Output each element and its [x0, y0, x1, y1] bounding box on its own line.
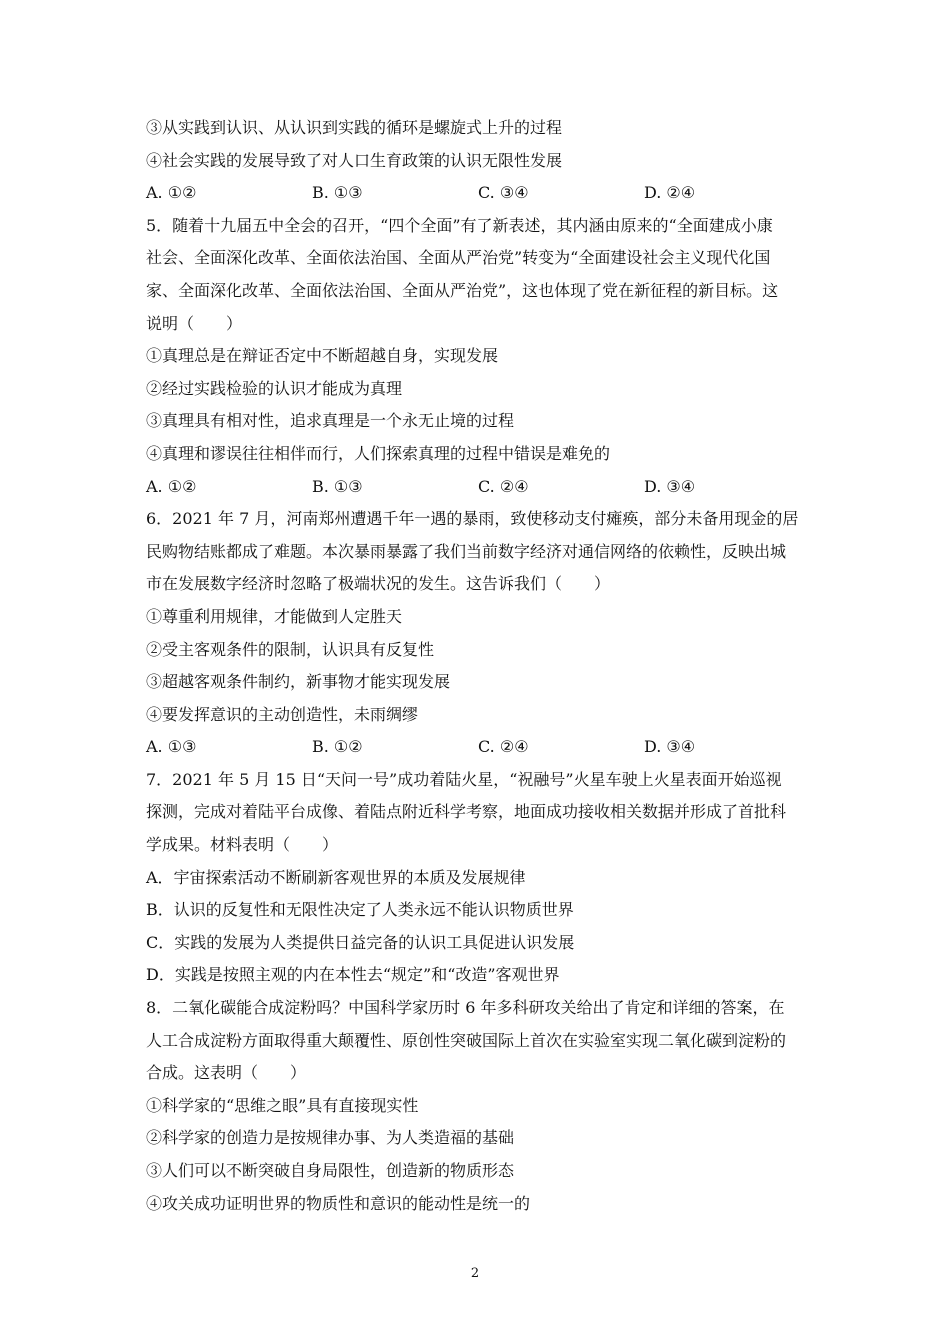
q4-option-b: B. ①③	[312, 183, 363, 203]
q7-stem-line: 探测，完成对着陆平台成像、着陆点附近科学考察，地面成功接收相关数据并形成了首批科	[146, 802, 787, 822]
q7-stem-line: 7．2021 年 5 月 15 日“天问一号”成功着陆火星，“祝融号”火星车驶上火星表面开始巡视	[146, 769, 782, 789]
q8-statement: ①科学家的“思维之眼”具有直接现实性	[146, 1095, 419, 1115]
q7-choice-a: A．宇宙探索活动不断刷新客观世界的本质及发展规律	[146, 867, 526, 887]
q5-option-a: A. ①②	[146, 476, 197, 496]
q7-stem-line: 学成果。材料表明（ ）	[146, 835, 339, 855]
q7-choice-d: D．实践是按照主观的内在本性去“规定”和“改造”客观世界	[146, 965, 560, 985]
q8-statement: ②科学家的创造力是按规律办事、为人类造福的基础	[146, 1128, 515, 1148]
q6-stem-line: 市在发展数字经济时忽略了极端状况的发生。这告诉我们（ ）	[146, 574, 611, 594]
q6-option-a: A. ①③	[146, 737, 197, 757]
q7-choice-b: B．认识的反复性和无限性决定了人类永远不能认识物质世界	[146, 900, 574, 920]
q8-stem-line: 8．二氧化碳能合成淀粉吗？中国科学家历时 6 年多科研攻关给出了肯定和详细的答案，在	[146, 998, 785, 1018]
q5-statement: ①真理总是在辩证否定中不断超越自身，实现发展	[146, 346, 499, 366]
q8-stem-line: 人工合成淀粉方面取得重大颠覆性、原创性突破国际上首次在实验室实现二氧化碳到淀粉的	[146, 1030, 787, 1050]
q6-options	[146, 731, 816, 764]
q6-statement: ①尊重利用规律，才能做到人定胜天	[146, 606, 403, 626]
q6-statement: ②受主客观条件的限制，认识具有反复性	[146, 639, 435, 659]
q4-statement: ③从实践到认识、从认识到实践的循环是螺旋式上升的过程	[146, 118, 563, 137]
q5-stem-line: 说明（ ）	[146, 313, 243, 333]
q4-option-d: D. ②④	[644, 183, 696, 203]
q5-statement: ③真理具有相对性，追求真理是一个永无止境的过程	[146, 411, 515, 431]
q5-stem-line: 家、全面深化改革、全面依法治国、全面从严治党”，这也体现了党在新征程的新目标。这	[146, 280, 779, 300]
q7-choice-c: C．实践的发展为人类提供日益完备的认识工具促进认识发展	[146, 932, 575, 952]
q6-option-c: C. ②④	[478, 737, 529, 757]
q5-stem-line: 社会、全面深化改革、全面依法治国、全面从严治党”转变为“全面建设社会主义现代化国	[146, 248, 771, 268]
page-content	[146, 112, 816, 1220]
q6-stem-line: 6．2021 年 7 月，河南郑州遭遇千年一遇的暴雨，致使移动支付瘫痪，部分未备用现金的居	[146, 509, 799, 529]
q5-stem-line: 5．随着十九届五中全会的召开，“四个全面”有了新表述，其内涵由原来的“全面建成小康	[146, 215, 773, 235]
q8-statement: ③人们可以不断突破自身局限性，创造新的物质形态	[146, 1161, 515, 1180]
q4-options	[146, 177, 816, 210]
q4-statement: ④社会实践的发展导致了对人口生育政策的认识无限性发展	[146, 150, 563, 170]
page-number: 2	[470, 1266, 480, 1281]
q5-option-b: B. ①③	[312, 476, 363, 496]
q6-stem-line: 民购物结账都成了难题。本次暴雨暴露了我们当前数字经济对通信网络的依赖性，反映出城	[146, 541, 787, 561]
q8-statement: ④攻关成功证明世界的物质性和意识的能动性是统一的	[146, 1193, 531, 1213]
q5-options	[146, 471, 816, 504]
q5-statement: ②经过实践检验的认识才能成为真理	[146, 378, 403, 398]
q5-statement: ④真理和谬误往往相伴而行，人们探索真理的过程中错误是难免的	[146, 443, 611, 463]
q5-option-d: D. ③④	[644, 476, 696, 496]
q4-option-c: C. ③④	[478, 183, 529, 203]
q6-statement: ③超越客观条件制约，新事物才能实现发展	[146, 672, 451, 692]
q6-option-d: D. ③④	[644, 737, 696, 757]
q6-statement: ④要发挥意识的主动创造性，未雨绸缪	[146, 704, 419, 724]
q8-stem-line: 合成。这表明（ ）	[146, 1063, 307, 1083]
q6-option-b: B. ①②	[312, 737, 363, 757]
q5-option-c: C. ②④	[478, 476, 529, 496]
q4-option-a: A. ①②	[146, 183, 197, 203]
